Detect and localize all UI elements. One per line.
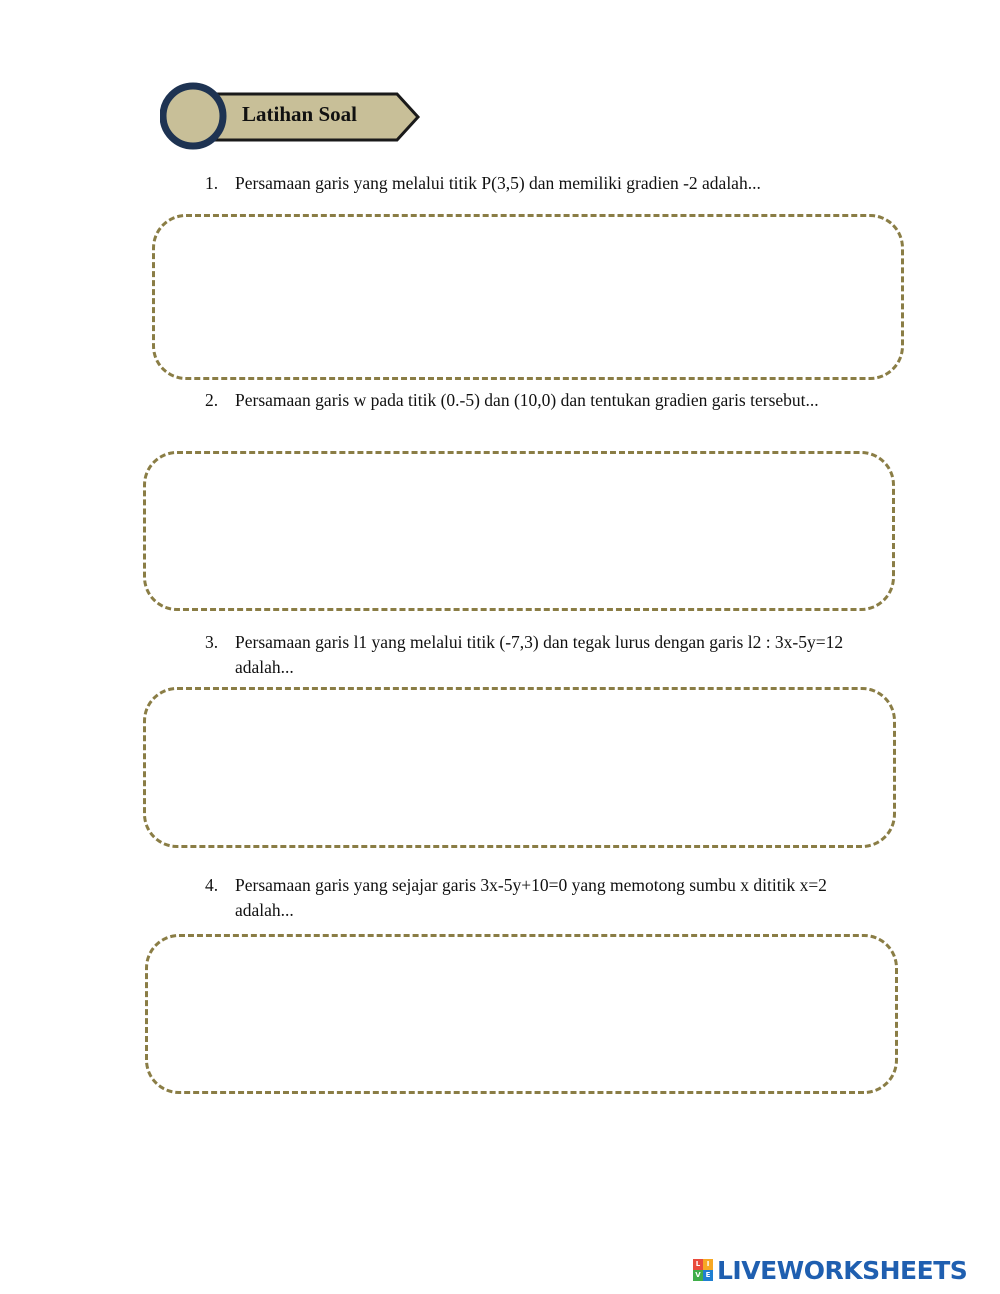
question-4 [205, 873, 845, 923]
badge-circle-icon [163, 86, 223, 146]
answer-box-3[interactable] [143, 687, 896, 848]
question-number: 1. [205, 173, 219, 193]
question-2 [205, 388, 845, 413]
answer-box-1[interactable] [152, 214, 904, 380]
brand-name: LIVEWORKSHEETS [717, 1255, 968, 1285]
question-1 [205, 171, 845, 196]
answer-input-4[interactable] [148, 937, 895, 1091]
logo-letter-v: V [693, 1270, 703, 1281]
question-number: 2. [205, 390, 219, 410]
answer-box-4[interactable] [145, 934, 898, 1094]
logo-letter-i: I [703, 1259, 713, 1270]
question-3 [205, 630, 845, 680]
liveworksheets-logo[interactable] [693, 1255, 967, 1285]
question-text: Persamaan garis w pada titik (0.-5) dan (10,0) dan tentukan gradien garis tersebut... [235, 390, 819, 410]
question-number: 4. [205, 875, 219, 895]
answer-input-1[interactable] [155, 217, 901, 377]
answer-input-2[interactable] [146, 454, 892, 608]
question-text: Persamaan garis yang sejajar garis 3x-5y+10=0 yang memotong sumbu x dititik x=2 adalah... [235, 875, 827, 920]
answer-input-3[interactable] [146, 690, 893, 845]
question-number: 3. [205, 632, 219, 652]
answer-box-2[interactable] [143, 451, 895, 611]
section-header-badge [160, 82, 422, 150]
question-text: Persamaan garis yang melalui titik P(3,5) dan memiliki gradien -2 adalah... [235, 173, 761, 193]
liveworksheets-icon [693, 1259, 713, 1281]
logo-letter-l: L [693, 1259, 703, 1270]
logo-letter-e: E [703, 1270, 713, 1281]
section-title: Latihan Soal [242, 102, 357, 126]
question-text: Persamaan garis l1 yang melalui titik (-7,3) dan tegak lurus dengan garis l2 : 3x-5y=12 adalah... [235, 632, 844, 677]
